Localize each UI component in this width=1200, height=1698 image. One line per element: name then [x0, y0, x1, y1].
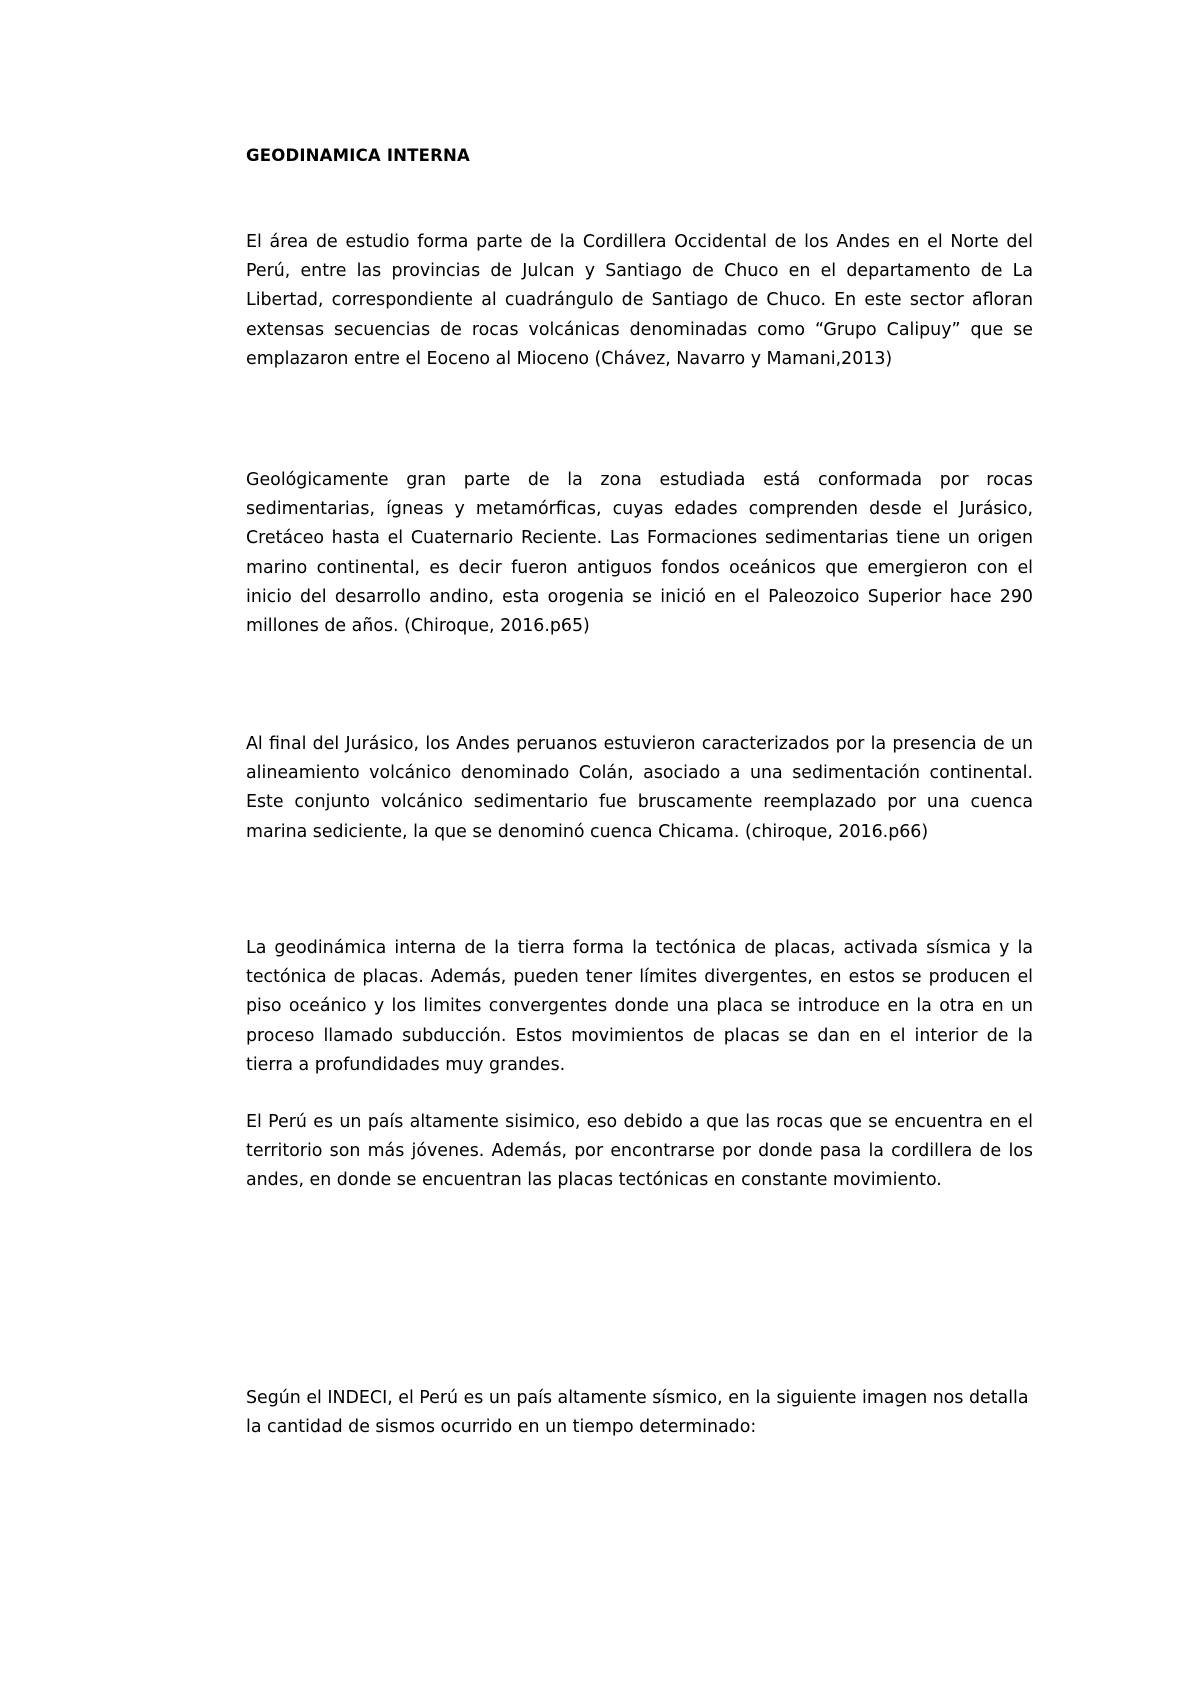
- paragraph-jurassic: Al final del Jurásico, los Andes peruanos estuvieron caracterizados por la presencia de un alineamiento volcánico denominado Colán, asociado a una sedimentación continental. Este conjunto volcánico sedimentario fue bruscamente reemplazado por una cuenca marina sediciente, la que se denominó cuenca Chicama. (chiroque, 2016.p66): [246, 734, 1033, 842]
- paragraph-internal-geodynamics: La geodinámica interna de la tierra forma la tectónica de placas, activada sísmica y la tectónica de placas. Además, pueden tener límites divergentes, en estos se producen el piso oceánico y los limites convergentes donde una placa se introduce en la otra en un proceso llamado subducción. Estos movimientos de placas se dan en el interior de la tierra a profundidades muy grandes.: [246, 938, 1033, 1075]
- paragraph-indeci: Según el INDECI, el Perú es un país altamente sísmico, en la siguiente imagen nos detalla la cantidad de sismos ocurrido en un tiempo determinado:: [246, 1388, 1029, 1438]
- paragraph-seismic-country: El Perú es un país altamente sisimico, eso debido a que las rocas que se encuentra en el territorio son más jóvenes. Además, por encontrarse por donde pasa la cordillera de los andes, en donde se encuentran las placas tectónicas en constante movimiento.: [246, 1112, 1033, 1191]
- document-title: GEODINAMICA INTERNA: [246, 146, 470, 165]
- paragraph-study-area: El área de estudio forma parte de la Cordillera Occidental de los Andes en el Norte del Perú, entre las provincias de Julcan y Santiago de Chuco en el departamento de La Libertad, correspondiente al cuadrángulo de Santiago de Chuco. En este sector afloran extensas secuencias de rocas volcánicas denominadas como “Grupo Calipuy” que se emplazaron entre el Eoceno al Mioceno (Chávez, Navarro y Mamani,2013): [246, 232, 1033, 369]
- paragraph-geology: Geológicamente gran parte de la zona estudiada está conformada por rocas sedimentarias, ígneas y metamórficas, cuyas edades comprenden desde el Jurásico, Cretáceo hasta el Cuaternario Reciente. Las Formaciones sedimentarias tiene un origen marino continental, es decir fueron antiguos fondos oceánicos que emergieron con el inicio del desarrollo andino, esta orogenia se inició en el Paleozoico Superior hace 290 millones de años. (Chiroque, 2016.p65): [246, 470, 1033, 637]
